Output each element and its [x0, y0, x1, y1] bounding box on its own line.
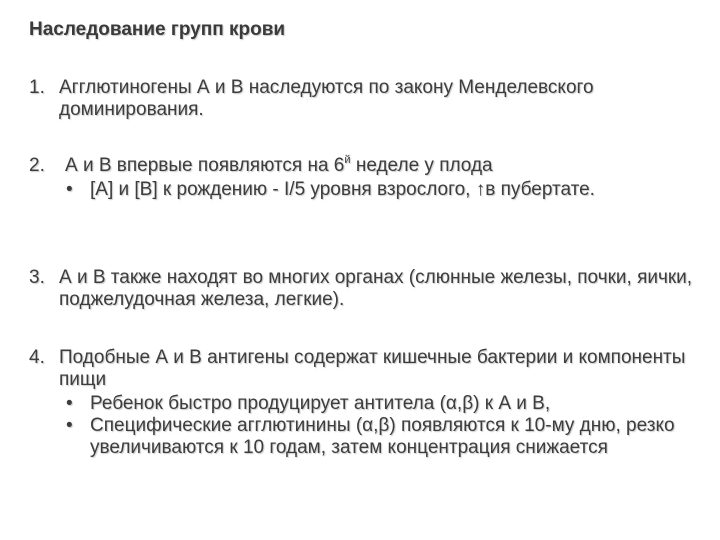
list-item-2 — [29, 155, 709, 201]
item-number: 2. — [29, 155, 45, 176]
bullet-item — [59, 179, 709, 201]
list-item-3 — [29, 267, 709, 311]
item-text: Агглютиногены А и В наследуются по закону Менделевского доминирования. — [59, 77, 594, 120]
item-text-main: А и В впервые появляются на 6 — [65, 155, 345, 176]
bullet-item — [59, 393, 709, 415]
bullet-text: [A] и [B] к рождению - I/5 уровня взрослого, ↑в пубертате. — [90, 179, 595, 200]
bullet-icon: • — [66, 179, 73, 200]
superscript: й — [344, 154, 351, 166]
list-item-1 — [29, 77, 709, 121]
item-text-tail: неделе у плода — [350, 155, 493, 176]
bullet-list — [59, 179, 709, 201]
slide-title: Наследование групп крови — [29, 19, 286, 40]
bullet-text: Ребенок быстро продуцирует антитела (α,β) к А и В, — [90, 393, 551, 414]
list-item-4 — [29, 347, 709, 459]
item-number: 1. — [29, 77, 45, 98]
bullet-icon: • — [66, 393, 73, 414]
item-number: 4. — [29, 347, 45, 368]
bullet-icon: • — [66, 415, 73, 436]
item-number: 3. — [29, 267, 45, 288]
bullet-item — [59, 415, 709, 459]
item-text: А и В также находят во многих органах (слюнные железы, почки, яички, поджелудочная железа, легкие). — [59, 267, 693, 310]
item-text — [65, 155, 709, 177]
item-text: Подобные А и В антигены содержат кишечные бактерии и компоненты пищи — [59, 347, 686, 390]
bullet-text: Специфические агглютинины (α,β) появляются к 10-му дню, резко увеличиваются к 10 годам, затем концентрация снижается — [90, 415, 675, 458]
bullet-list — [59, 393, 709, 459]
